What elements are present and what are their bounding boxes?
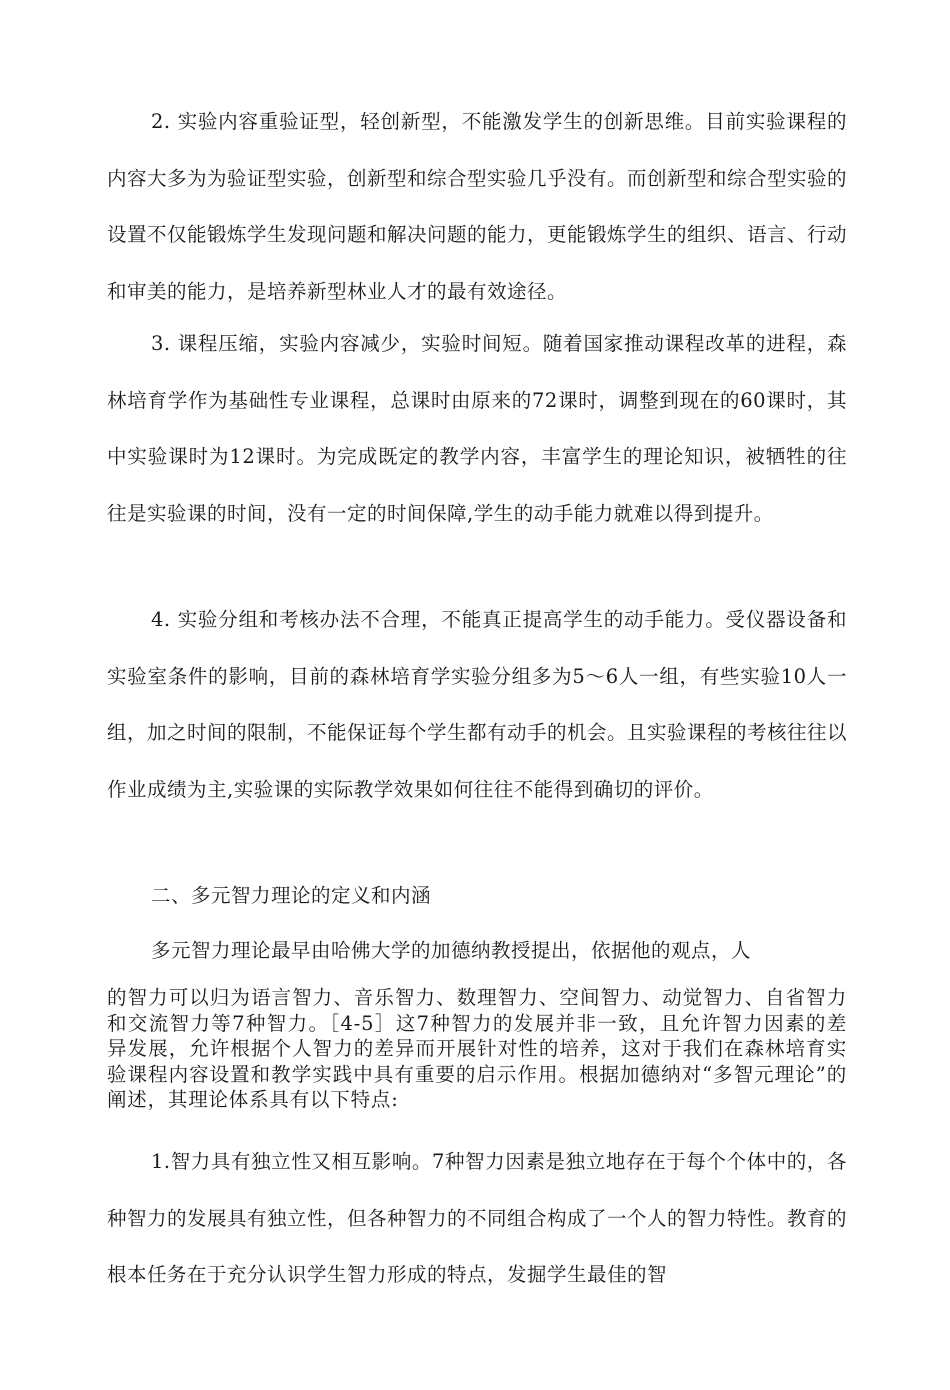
paragraph-grouping-assessment: 4. 实验分组和考核办法不合理，不能真正提高学生的动手能力。受仪器设备和实验室条件的影响，目前的森林培育学实验分组多为5〜6人一组，有些实验10人一组，加之时间的限制，不能保证每个学生都有动手的机会。且实验课程的考核往往以作业成绩为主,实验课的实际教学效果如何往往不能得到确切的评价。 <box>107 608 848 801</box>
paragraph-theory-intro-continued: 的智力可以归为语言智力、音乐智力、数理智力、空间智力、动觉智力、自省智力和交流智力等7种智力。［4-5］这7种智力的发展并非一致，且允许智力因素的差异发展，允许根据个人智力的差异而开展针对性的培养，这对于我们在森林培育实验课程内容设置和教学实践中具有重要的启示作用。根据加德纳对“多智元理论”的阐述，其理论体系具有以下特点: <box>107 986 847 1111</box>
paragraph-theory-intro-first-line: 多元智力理论最早由哈佛大学的加德纳教授提出，依据他的观点，人 <box>151 939 752 962</box>
paragraph-independence-of-intelligences: 1.智力具有独立性又相互影响。7种智力因素是独立地存在于每个个体中的，各种智力的发展具有独立性，但各种智力的不同组合构成了一个人的智力特性。教育的根本任务在于充分认识学生智力形成的特点，发掘学生最佳的智 <box>107 1150 848 1286</box>
paragraph-experiment-content: 2. 实验内容重验证型，轻创新型，不能激发学生的创新思维。目前实验课程的内容大多为为验证型实验，创新型和综合型实验几乎没有。而创新型和综合型实验的设置不仅能锻炼学生发现问题和解决问题的能力，更能锻炼学生的组织、语言、行动和审美的能力，是培养新型林业人才的最有效途径。 <box>107 110 848 303</box>
paragraph-course-compression: 3. 课程压缩，实验内容减少，实验时间短。随着国家推动课程改革的进程，森林培育学作为基础性专业课程，总课时由原来的72课时，调整到现在的60课时，其中实验课时为12课时。为完成既定的教学内容，丰富学生的理论知识，被牺牲的往往是实验课的时间，没有一定的时间保障,学生的动手能力就难以得到提升。 <box>107 332 847 525</box>
section-heading-multiple-intelligences: 二、多元智力理论的定义和内涵 <box>151 884 432 907</box>
